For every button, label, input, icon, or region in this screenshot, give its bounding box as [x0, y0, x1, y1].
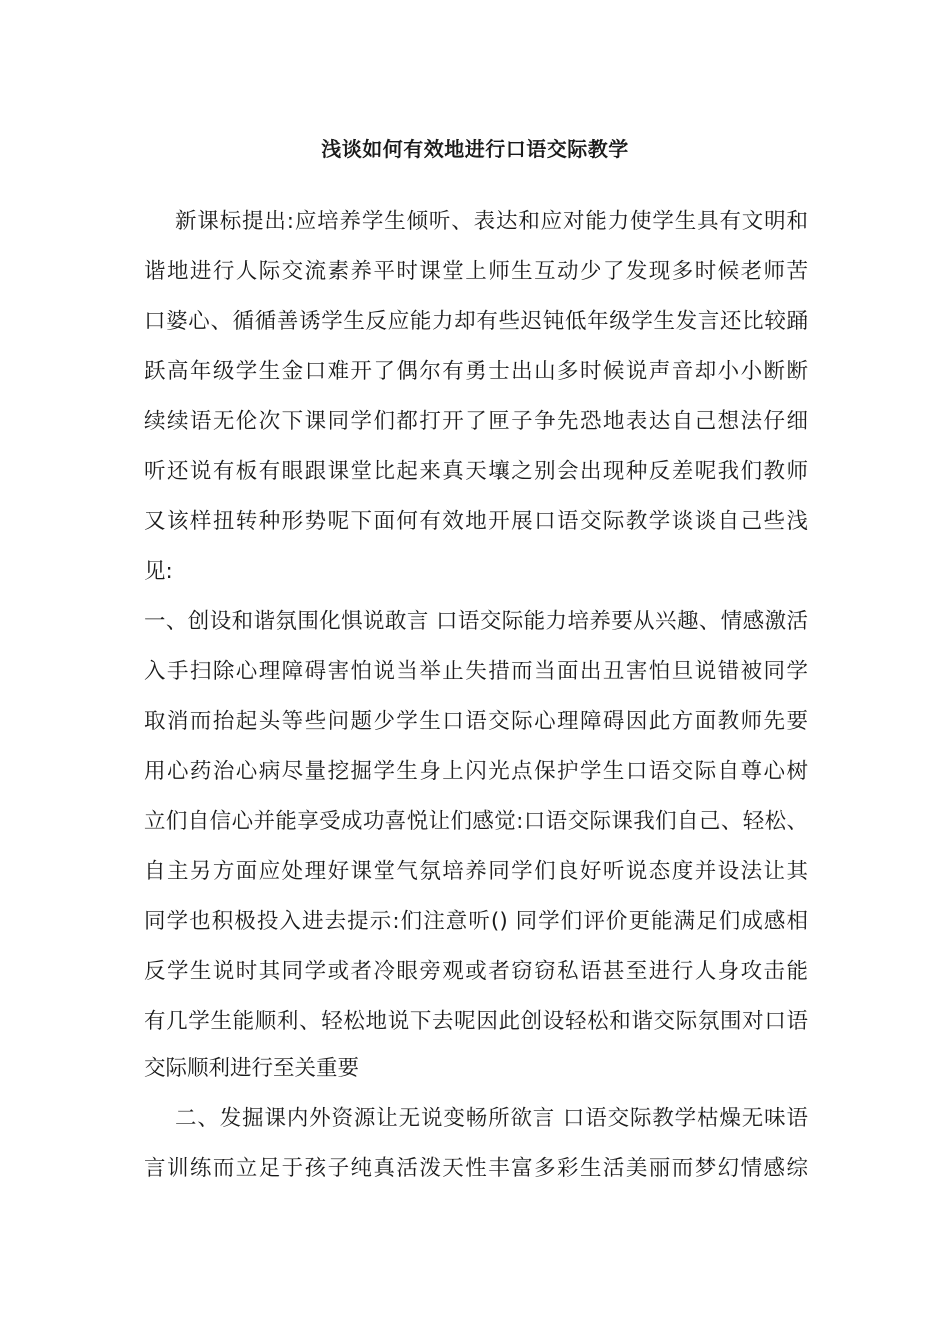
- paragraph-line: 自主另方面应处理好课堂气氛培养同学们良好听说态度并设法让其: [144, 859, 808, 884]
- paragraph-line: 交际顺利进行至关重要: [144, 1056, 360, 1081]
- paragraph-line: 有几学生能顺利、轻松地说下去呢因此创设轻松和谐交际氛围对口语: [144, 1009, 808, 1034]
- paragraph-line: 一、创设和谐氛围化惧说敢言 口语交际能力培养要从兴趣、情感激活: [144, 609, 808, 634]
- paragraph-line: 又该样扭转种形势呢下面何有效地开展口语交际教学谈谈自己些浅: [144, 509, 808, 534]
- paragraph-line: 言训练而立足于孩子纯真活泼天性丰富多彩生活美丽而梦幻情感综: [144, 1156, 808, 1181]
- paragraph-line: 反学生说时其同学或者冷眼旁观或者窃窃私语甚至进行人身攻击能: [144, 959, 808, 984]
- paragraph-line: 续续语无伦次下课同学们都打开了匣子争先恐地表达自己想法仔细: [144, 409, 808, 434]
- paragraph-line: 谐地进行人际交流素养平时课堂上师生互动少了发现多时候老师苦: [144, 259, 808, 284]
- paragraph-line: 见:: [144, 559, 173, 584]
- paragraph-line: 听还说有板有眼跟课堂比起来真天壤之别会出现种反差呢我们教师: [144, 459, 808, 484]
- paragraph-line: 取消而抬起头等些问题少学生口语交际心理障碍因此方面教师先要: [144, 709, 808, 734]
- paragraph-line: 同学也积极投入进去提示:们注意听() 同学们评价更能满足们成感相: [144, 909, 808, 934]
- paragraph-line: 口婆心、循循善诱学生反应能力却有些迟钝低年级学生发言还比较踊: [144, 309, 808, 334]
- paragraph-line: 立们自信心并能享受成功喜悦让们感觉:口语交际课我们自己、轻松、: [144, 809, 808, 834]
- paragraph-line: 跃高年级学生金口难开了偶尔有勇士出山多时候说声音却小小断断: [144, 359, 808, 384]
- paragraph-line: 新课标提出:应培养学生倾听、表达和应对能力使学生具有文明和: [175, 209, 808, 234]
- document-title: 浅谈如何有效地进行口语交际教学: [321, 137, 629, 161]
- paragraph-line: 入手扫除心理障碍害怕说当举止失措而当面出丑害怕旦说错被同学: [144, 659, 808, 684]
- paragraph-line: 用心药治心病尽量挖掘学生身上闪光点保护学生口语交际自尊心树: [144, 759, 808, 784]
- paragraph-line: 二、发掘课内外资源让无说变畅所欲言 口语交际教学枯燥无味语: [175, 1106, 808, 1131]
